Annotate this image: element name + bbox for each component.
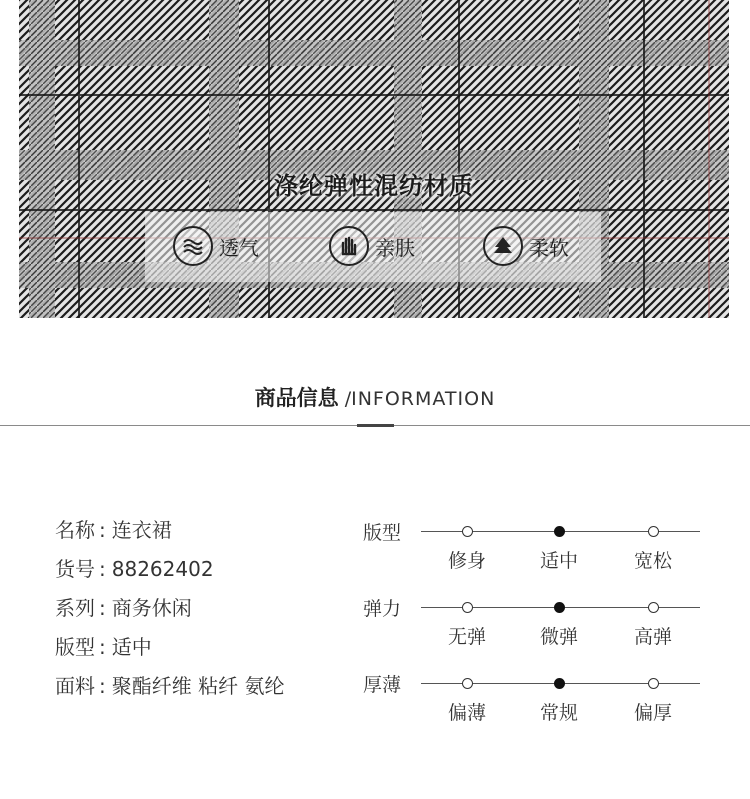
spec-label: 货号: [55, 557, 95, 581]
scale-dot: [648, 602, 659, 613]
spec-row-series: 系列 : 商务休闲: [55, 594, 325, 623]
section-divider-accent: [357, 424, 394, 427]
scale-option: 宽松: [633, 550, 672, 572]
scale-dot: [462, 678, 473, 689]
scale-dot-selected: [554, 602, 565, 613]
scale-dot: [648, 526, 659, 537]
scale-option: 高弹: [633, 626, 672, 648]
fabric-material-caption: 涤纶弹性混纺材质: [274, 172, 474, 200]
section-title-cn: 商品信息: [254, 386, 339, 410]
scale-dot: [462, 526, 473, 537]
scale-dot: [462, 602, 473, 613]
scale-fit: [363, 518, 703, 578]
section-title-en: INFORMATION: [351, 388, 496, 410]
spec-row-fabric: 面料 : 聚酯纤维 粘纤 氨纶: [55, 672, 325, 701]
section-title-slash: /: [344, 388, 352, 410]
spec-label: 名称: [55, 518, 95, 542]
scale-option: 偏薄: [447, 702, 486, 724]
scale-option: 无弹: [447, 626, 486, 648]
spec-value: 适中: [111, 635, 152, 659]
spec-row-item-number: 货号 : 88262402: [55, 555, 325, 584]
scale-dot-selected: [554, 526, 565, 537]
scale-option: 偏厚: [633, 702, 672, 724]
scale-elasticity: [363, 594, 703, 654]
spec-row-name: 名称 : 连衣裙: [55, 516, 325, 545]
spec-value: 连衣裙: [111, 518, 172, 542]
scale-name: 弹力: [363, 598, 402, 620]
spec-value: 商务休闲: [111, 596, 192, 620]
scale-name: 厚薄: [363, 674, 402, 696]
breathable-icon: [173, 226, 213, 266]
scale-name: 版型: [363, 522, 402, 544]
soft-icon: [483, 226, 523, 266]
scale-option: 常规: [539, 702, 578, 724]
feature-skin-friendly: [329, 226, 415, 266]
feature-soft: [483, 226, 569, 266]
scale-dot-selected: [554, 678, 565, 689]
feature-breathable: [173, 226, 259, 266]
spec-label: 系列: [55, 596, 95, 620]
fabric-photo: [19, 0, 729, 318]
spec-value: 聚酯纤维 粘纤 氨纶: [111, 674, 285, 698]
scale-dot: [648, 678, 659, 689]
spec-row-fit: 版型 : 适中: [55, 633, 325, 662]
scale-option: 微弹: [539, 626, 578, 648]
skin-friendly-icon: [329, 226, 369, 266]
spec-value: 88262402: [111, 557, 214, 581]
scale-option: 适中: [539, 550, 578, 572]
feature-label: 透气: [219, 235, 259, 260]
spec-label: 面料: [55, 674, 95, 698]
scale-thickness: [363, 670, 703, 730]
section-heading: [0, 382, 750, 412]
spec-label: 版型: [55, 635, 95, 659]
scale-option: 修身: [447, 550, 486, 572]
product-spec-list: [55, 516, 325, 711]
feature-label: 亲肤: [375, 235, 415, 260]
feature-label: 柔软: [529, 235, 569, 260]
